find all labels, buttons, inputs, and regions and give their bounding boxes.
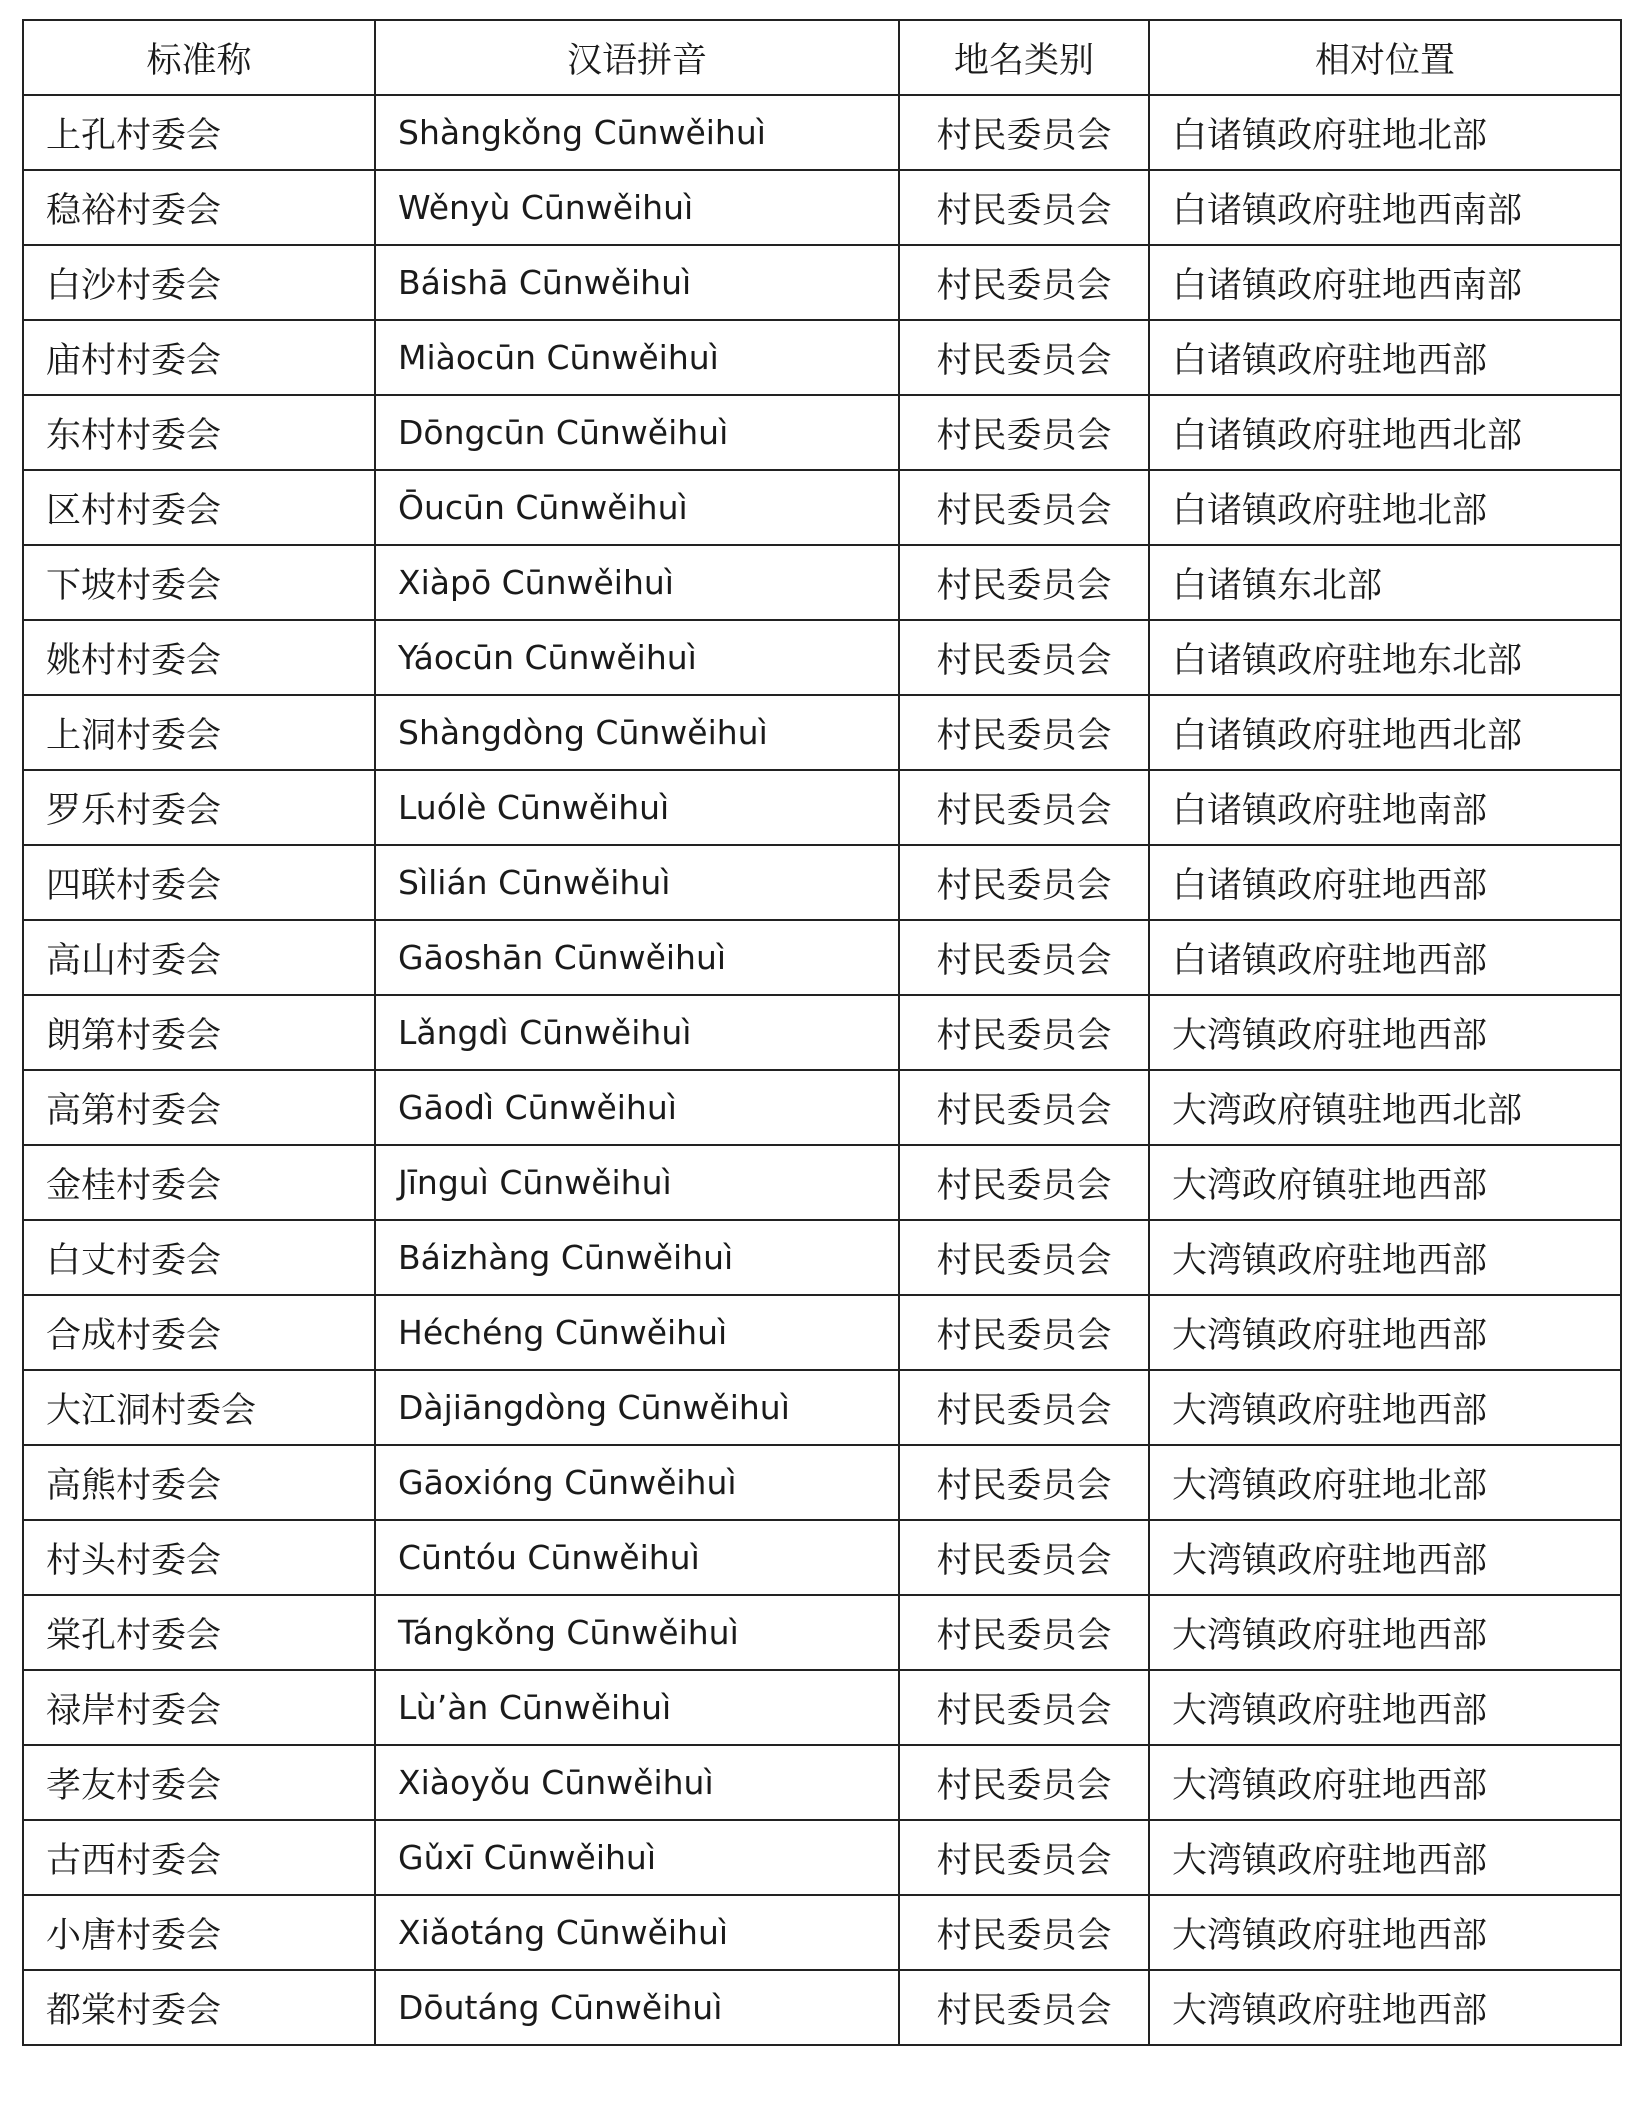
table-row [23, 695, 1621, 770]
table-row [23, 1595, 1621, 1670]
cell-relative-location: 白诸镇政府驻地西北部 [1149, 395, 1621, 470]
table-row [23, 620, 1621, 695]
cell-category: 村民委员会 [899, 1895, 1149, 1970]
table-row [23, 1370, 1621, 1445]
cell-category: 村民委员会 [899, 1070, 1149, 1145]
cell-pinyin: Xiǎotáng Cūnwěihuì [375, 1895, 899, 1970]
cell-standard-name: 上洞村委会 [23, 695, 375, 770]
cell-standard-name: 下坡村委会 [23, 545, 375, 620]
cell-standard-name: 区村村委会 [23, 470, 375, 545]
cell-pinyin: Jīnguì Cūnwěihuì [375, 1145, 899, 1220]
cell-standard-name: 白丈村委会 [23, 1220, 375, 1295]
cell-relative-location: 大湾镇政府驻地西部 [1149, 1370, 1621, 1445]
cell-category: 村民委员会 [899, 1520, 1149, 1595]
cell-relative-location: 大湾镇政府驻地西部 [1149, 1745, 1621, 1820]
cell-category: 村民委员会 [899, 1220, 1149, 1295]
cell-category: 村民委员会 [899, 695, 1149, 770]
cell-relative-location: 白诸镇政府驻地西北部 [1149, 695, 1621, 770]
table-row [23, 95, 1621, 170]
header-standard-name: 标准称 [23, 20, 375, 95]
table-row [23, 845, 1621, 920]
cell-pinyin: Tángkǒng Cūnwěihuì [375, 1595, 899, 1670]
cell-pinyin: Dōutáng Cūnwěihuì [375, 1970, 899, 2045]
cell-standard-name: 都棠村委会 [23, 1970, 375, 2045]
cell-standard-name: 朗第村委会 [23, 995, 375, 1070]
cell-category: 村民委员会 [899, 1970, 1149, 2045]
cell-pinyin: Gāoxióng Cūnwěihuì [375, 1445, 899, 1520]
cell-category: 村民委员会 [899, 1595, 1149, 1670]
table-row [23, 545, 1621, 620]
table-row [23, 1445, 1621, 1520]
cell-relative-location: 白诸镇政府驻地西南部 [1149, 170, 1621, 245]
table-row [23, 470, 1621, 545]
cell-relative-location: 大湾镇政府驻地西部 [1149, 1220, 1621, 1295]
cell-category: 村民委员会 [899, 545, 1149, 620]
cell-category: 村民委员会 [899, 1295, 1149, 1370]
cell-relative-location: 白诸镇政府驻地西部 [1149, 845, 1621, 920]
cell-standard-name: 棠孔村委会 [23, 1595, 375, 1670]
cell-standard-name: 白沙村委会 [23, 245, 375, 320]
header-category: 地名类别 [899, 20, 1149, 95]
cell-standard-name: 禄岸村委会 [23, 1670, 375, 1745]
cell-relative-location: 白诸镇政府驻地东北部 [1149, 620, 1621, 695]
table-row [23, 245, 1621, 320]
cell-category: 村民委员会 [899, 770, 1149, 845]
cell-category: 村民委员会 [899, 395, 1149, 470]
cell-pinyin: Lù’àn Cūnwěihuì [375, 1670, 899, 1745]
header-pinyin: 汉语拼音 [375, 20, 899, 95]
cell-pinyin: Shàngdòng Cūnwěihuì [375, 695, 899, 770]
cell-relative-location: 大湾镇政府驻地西部 [1149, 1895, 1621, 1970]
cell-standard-name: 村头村委会 [23, 1520, 375, 1595]
cell-pinyin: Dōngcūn Cūnwěihuì [375, 395, 899, 470]
cell-standard-name: 庙村村委会 [23, 320, 375, 395]
cell-standard-name: 稳裕村委会 [23, 170, 375, 245]
cell-pinyin: Báizhàng Cūnwěihuì [375, 1220, 899, 1295]
cell-pinyin: Yáocūn Cūnwěihuì [375, 620, 899, 695]
table-row [23, 1670, 1621, 1745]
cell-standard-name: 四联村委会 [23, 845, 375, 920]
cell-relative-location: 白诸镇政府驻地南部 [1149, 770, 1621, 845]
cell-pinyin: Dàjiāngdòng Cūnwěihuì [375, 1370, 899, 1445]
table-body [23, 95, 1621, 2045]
place-name-table [22, 19, 1622, 2046]
cell-category: 村民委员会 [899, 1370, 1149, 1445]
cell-pinyin: Ōucūn Cūnwěihuì [375, 470, 899, 545]
table-row [23, 995, 1621, 1070]
cell-category: 村民委员会 [899, 1745, 1149, 1820]
cell-category: 村民委员会 [899, 320, 1149, 395]
cell-relative-location: 白诸镇东北部 [1149, 545, 1621, 620]
place-name-table-container [22, 19, 1620, 2046]
cell-category: 村民委员会 [899, 1445, 1149, 1520]
cell-pinyin: Báishā Cūnwěihuì [375, 245, 899, 320]
cell-relative-location: 大湾政府镇驻地西北部 [1149, 1070, 1621, 1145]
cell-category: 村民委员会 [899, 620, 1149, 695]
cell-category: 村民委员会 [899, 1670, 1149, 1745]
cell-relative-location: 大湾镇政府驻地西部 [1149, 1970, 1621, 2045]
cell-relative-location: 大湾镇政府驻地西部 [1149, 1595, 1621, 1670]
cell-pinyin: Cūntóu Cūnwěihuì [375, 1520, 899, 1595]
table-row [23, 170, 1621, 245]
table-row [23, 1220, 1621, 1295]
cell-standard-name: 高熊村委会 [23, 1445, 375, 1520]
table-row [23, 1820, 1621, 1895]
cell-relative-location: 白诸镇政府驻地西南部 [1149, 245, 1621, 320]
cell-pinyin: Xiàoyǒu Cūnwěihuì [375, 1745, 899, 1820]
table-row [23, 1895, 1621, 1970]
cell-relative-location: 白诸镇政府驻地北部 [1149, 95, 1621, 170]
cell-category: 村民委员会 [899, 995, 1149, 1070]
cell-relative-location: 大湾镇政府驻地西部 [1149, 1295, 1621, 1370]
table-row [23, 920, 1621, 995]
table-row [23, 1970, 1621, 2045]
table-row [23, 320, 1621, 395]
table-row [23, 1520, 1621, 1595]
cell-relative-location: 大湾政府镇驻地西部 [1149, 1145, 1621, 1220]
cell-standard-name: 金桂村委会 [23, 1145, 375, 1220]
cell-standard-name: 高第村委会 [23, 1070, 375, 1145]
cell-relative-location: 大湾镇政府驻地西部 [1149, 1520, 1621, 1595]
cell-pinyin: Miàocūn Cūnwěihuì [375, 320, 899, 395]
cell-relative-location: 白诸镇政府驻地北部 [1149, 470, 1621, 545]
table-row [23, 1070, 1621, 1145]
cell-pinyin: Héchéng Cūnwěihuì [375, 1295, 899, 1370]
cell-relative-location: 白诸镇政府驻地西部 [1149, 920, 1621, 995]
cell-standard-name: 姚村村委会 [23, 620, 375, 695]
cell-category: 村民委员会 [899, 1145, 1149, 1220]
cell-pinyin: Lǎngdì Cūnwěihuì [375, 995, 899, 1070]
cell-pinyin: Gǔxī Cūnwěihuì [375, 1820, 899, 1895]
cell-pinyin: Luólè Cūnwěihuì [375, 770, 899, 845]
header-relative-location: 相对位置 [1149, 20, 1621, 95]
cell-pinyin: Sìlián Cūnwěihuì [375, 845, 899, 920]
cell-standard-name: 大江洞村委会 [23, 1370, 375, 1445]
table-row [23, 1745, 1621, 1820]
cell-standard-name: 罗乐村委会 [23, 770, 375, 845]
cell-relative-location: 大湾镇政府驻地北部 [1149, 1445, 1621, 1520]
cell-standard-name: 高山村委会 [23, 920, 375, 995]
table-row [23, 395, 1621, 470]
cell-standard-name: 合成村委会 [23, 1295, 375, 1370]
cell-pinyin: Shàngkǒng Cūnwěihuì [375, 95, 899, 170]
cell-relative-location: 大湾镇政府驻地西部 [1149, 1820, 1621, 1895]
cell-relative-location: 大湾镇政府驻地西部 [1149, 1670, 1621, 1745]
table-row [23, 1145, 1621, 1220]
cell-category: 村民委员会 [899, 95, 1149, 170]
cell-standard-name: 孝友村委会 [23, 1745, 375, 1820]
cell-relative-location: 白诸镇政府驻地西部 [1149, 320, 1621, 395]
table-row [23, 1295, 1621, 1370]
cell-category: 村民委员会 [899, 470, 1149, 545]
cell-category: 村民委员会 [899, 170, 1149, 245]
cell-pinyin: Wěnyù Cūnwěihuì [375, 170, 899, 245]
cell-category: 村民委员会 [899, 845, 1149, 920]
table-row [23, 770, 1621, 845]
cell-pinyin: Gāoshān Cūnwěihuì [375, 920, 899, 995]
cell-standard-name: 古西村委会 [23, 1820, 375, 1895]
cell-relative-location: 大湾镇政府驻地西部 [1149, 995, 1621, 1070]
cell-pinyin: Xiàpō Cūnwěihuì [375, 545, 899, 620]
cell-category: 村民委员会 [899, 1820, 1149, 1895]
table-header-row [23, 20, 1621, 95]
cell-pinyin: Gāodì Cūnwěihuì [375, 1070, 899, 1145]
cell-category: 村民委员会 [899, 920, 1149, 995]
cell-category: 村民委员会 [899, 245, 1149, 320]
cell-standard-name: 小唐村委会 [23, 1895, 375, 1970]
cell-standard-name: 上孔村委会 [23, 95, 375, 170]
cell-standard-name: 东村村委会 [23, 395, 375, 470]
